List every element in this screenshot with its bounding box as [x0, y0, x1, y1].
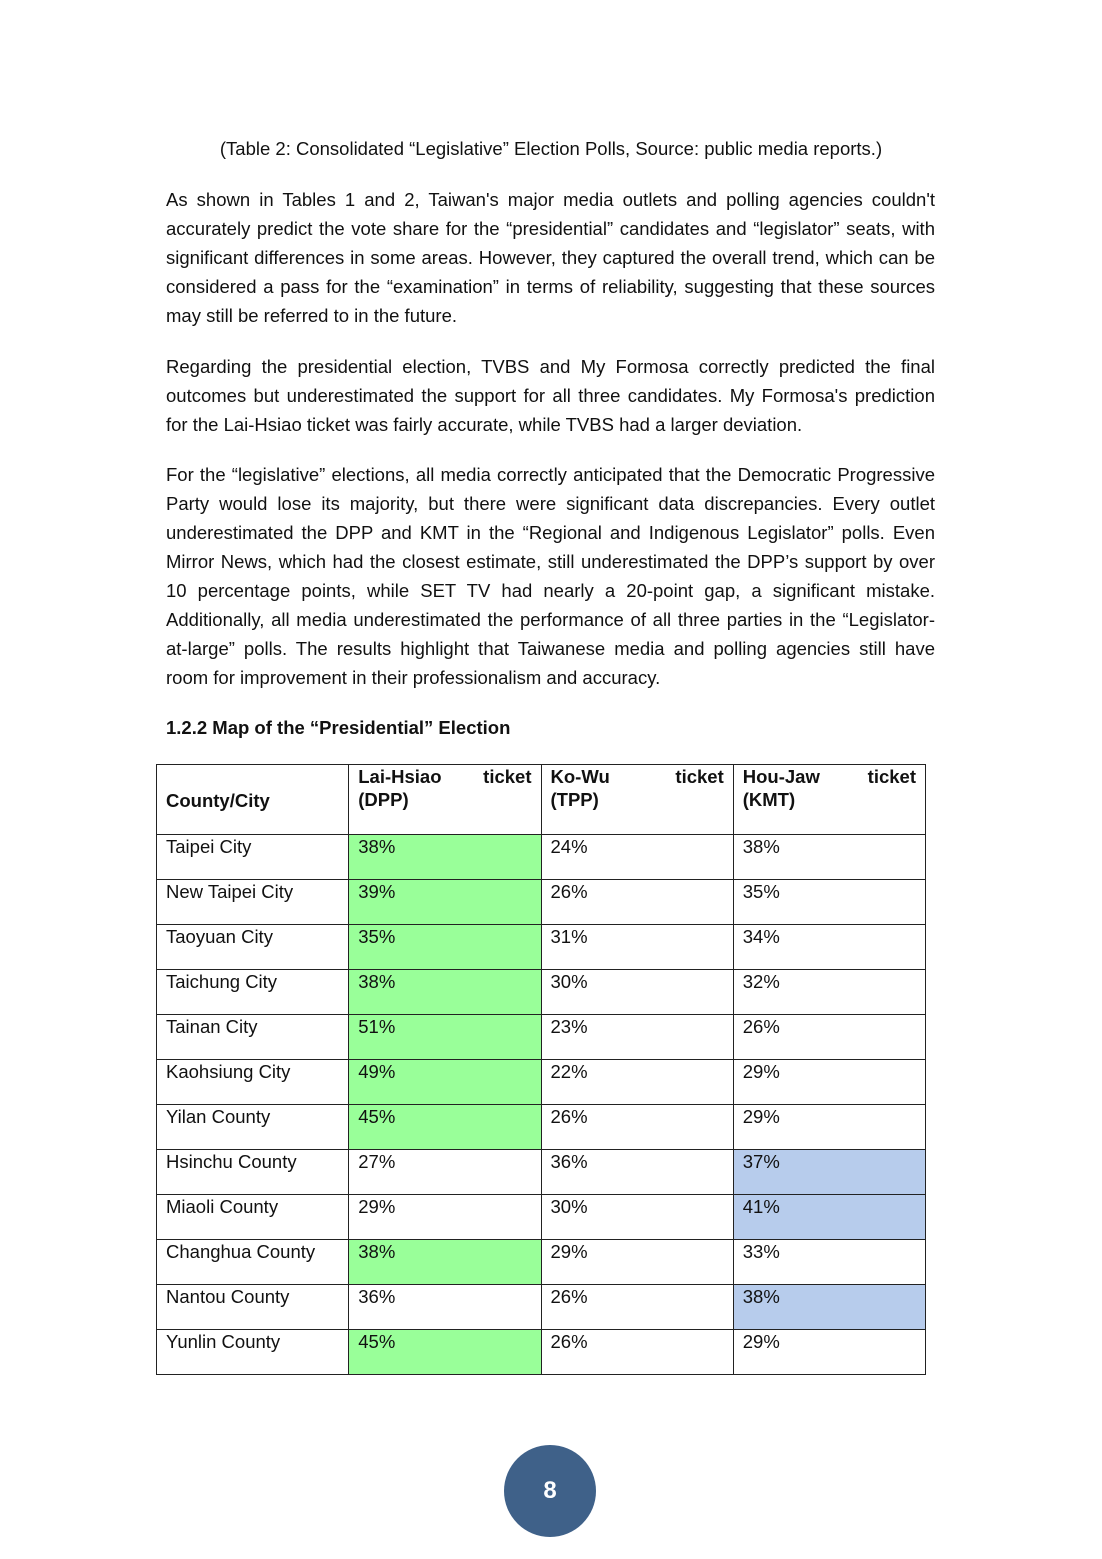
hou-jaw-share-cell: 41%	[733, 1195, 925, 1240]
county-cell: Yilan County	[157, 1105, 349, 1150]
county-cell: Changhua County	[157, 1240, 349, 1285]
header-ko-wu-ticket	[541, 765, 733, 835]
county-cell: Miaoli County	[157, 1195, 349, 1240]
hou-jaw-share-cell: 38%	[733, 835, 925, 880]
table-row	[157, 880, 926, 925]
presidential-election-table	[156, 764, 926, 1375]
ko-wu-share-cell: 26%	[541, 1105, 733, 1150]
table-row	[157, 1015, 926, 1060]
table-row	[157, 1105, 926, 1150]
table-row	[157, 1330, 926, 1375]
table-header-row	[157, 765, 926, 835]
lai-hsiao-share-cell: 45%	[349, 1330, 541, 1375]
hou-jaw-share-cell: 37%	[733, 1150, 925, 1195]
body-paragraph: For the “legislative” elections, all media correctly anticipated that the Democratic Progressive Party would lose its majority, but there were significant data discrepancies. Every outlet underestimated the DPP and KMT in the “Regional and Indigenous Legislator” polls. Even Mirror News, which had the closest estimate, still underestimated the DPP’s support by over 10 percentage points, while SET TV had nearly a 20-point gap, a significant mistake. Additionally, all media underestimated the performance of all three parties in the “Legislator-at-large” polls. The results highlight that Taiwanese media and polling agencies still have room for improvement in their professionalism and accuracy.	[166, 464, 935, 688]
ko-wu-share-cell: 26%	[541, 880, 733, 925]
table-row	[157, 835, 926, 880]
county-cell: Hsinchu County	[157, 1150, 349, 1195]
county-cell: Tainan City	[157, 1015, 349, 1060]
hou-jaw-share-cell: 38%	[733, 1285, 925, 1330]
county-cell: Taipei City	[157, 835, 349, 880]
table-caption: (Table 2: Consolidated “Legislative” Election Polls, Source: public media reports.)	[219, 138, 883, 159]
hou-jaw-share-cell: 26%	[733, 1015, 925, 1060]
header-hou-jaw-ticket	[733, 765, 925, 835]
lai-hsiao-share-cell: 35%	[349, 925, 541, 970]
table-row	[157, 970, 926, 1015]
ko-wu-share-cell: 26%	[541, 1285, 733, 1330]
county-cell: New Taipei City	[157, 880, 349, 925]
ko-wu-share-cell: 36%	[541, 1150, 733, 1195]
body-paragraph: As shown in Tables 1 and 2, Taiwan's major media outlets and polling agencies couldn't accurately predict the vote share for the “presidential” candidates and “legislator” seats, with significant differences in some areas. However, they captured the overall trend, which can be considered a pass for the “examination” in terms of reliability, suggesting that these sources may still be referred to in the future.	[166, 189, 935, 326]
table-row	[157, 1060, 926, 1105]
header-candidate-name: Ko-Wu	[550, 766, 610, 787]
table-row	[157, 1195, 926, 1240]
body-paragraph: Regarding the presidential election, TVBS and My Formosa correctly predicted the final outcomes but underestimated the support for all three candidates. My Formosa's prediction for the Lai-Hsiao ticket was fairly accurate, while TVBS had a larger deviation.	[166, 356, 935, 435]
header-lai-hsiao-ticket	[349, 765, 541, 835]
hou-jaw-share-cell: 29%	[733, 1105, 925, 1150]
lai-hsiao-share-cell: 27%	[349, 1150, 541, 1195]
lai-hsiao-share-cell: 51%	[349, 1015, 541, 1060]
header-party: (TPP)	[550, 789, 599, 810]
table-row	[157, 1285, 926, 1330]
hou-jaw-share-cell: 33%	[733, 1240, 925, 1285]
lai-hsiao-share-cell: 38%	[349, 835, 541, 880]
ko-wu-share-cell: 22%	[541, 1060, 733, 1105]
county-cell: Taichung City	[157, 970, 349, 1015]
hou-jaw-share-cell: 29%	[733, 1060, 925, 1105]
lai-hsiao-share-cell: 39%	[349, 880, 541, 925]
header-candidate-name: Lai-Hsiao	[358, 766, 442, 787]
header-county-city: County/City	[157, 765, 349, 835]
ko-wu-share-cell: 31%	[541, 925, 733, 970]
ko-wu-share-cell: 30%	[541, 1195, 733, 1240]
county-cell: Yunlin County	[157, 1330, 349, 1375]
ko-wu-share-cell: 30%	[541, 970, 733, 1015]
header-party: (DPP)	[358, 789, 409, 810]
lai-hsiao-share-cell: 45%	[349, 1105, 541, 1150]
ko-wu-share-cell: 29%	[541, 1240, 733, 1285]
table-row	[157, 1150, 926, 1195]
header-ticket-word: ticket	[675, 766, 724, 787]
page-number-badge: 8	[504, 1445, 596, 1537]
lai-hsiao-share-cell: 29%	[349, 1195, 541, 1240]
county-cell: Nantou County	[157, 1285, 349, 1330]
header-ticket-word: ticket	[867, 766, 916, 787]
header-party: (KMT)	[742, 789, 796, 810]
hou-jaw-share-cell: 29%	[733, 1330, 925, 1375]
hou-jaw-share-cell: 34%	[733, 925, 925, 970]
lai-hsiao-share-cell: 36%	[349, 1285, 541, 1330]
county-cell: Taoyuan City	[157, 925, 349, 970]
header-candidate-name: Hou-Jaw	[742, 766, 820, 787]
header-ticket-word: ticket	[483, 766, 532, 787]
lai-hsiao-share-cell: 38%	[349, 1240, 541, 1285]
lai-hsiao-share-cell: 49%	[349, 1060, 541, 1105]
lai-hsiao-share-cell: 38%	[349, 970, 541, 1015]
ko-wu-share-cell: 23%	[541, 1015, 733, 1060]
hou-jaw-share-cell: 35%	[733, 880, 925, 925]
county-cell: Kaohsiung City	[157, 1060, 349, 1105]
ko-wu-share-cell: 26%	[541, 1330, 733, 1375]
ko-wu-share-cell: 24%	[541, 835, 733, 880]
table-row	[157, 1240, 926, 1285]
section-heading: 1.2.2 Map of the “Presidential” Election	[166, 717, 511, 738]
hou-jaw-share-cell: 32%	[733, 970, 925, 1015]
table-body	[157, 835, 926, 1375]
table-row	[157, 925, 926, 970]
